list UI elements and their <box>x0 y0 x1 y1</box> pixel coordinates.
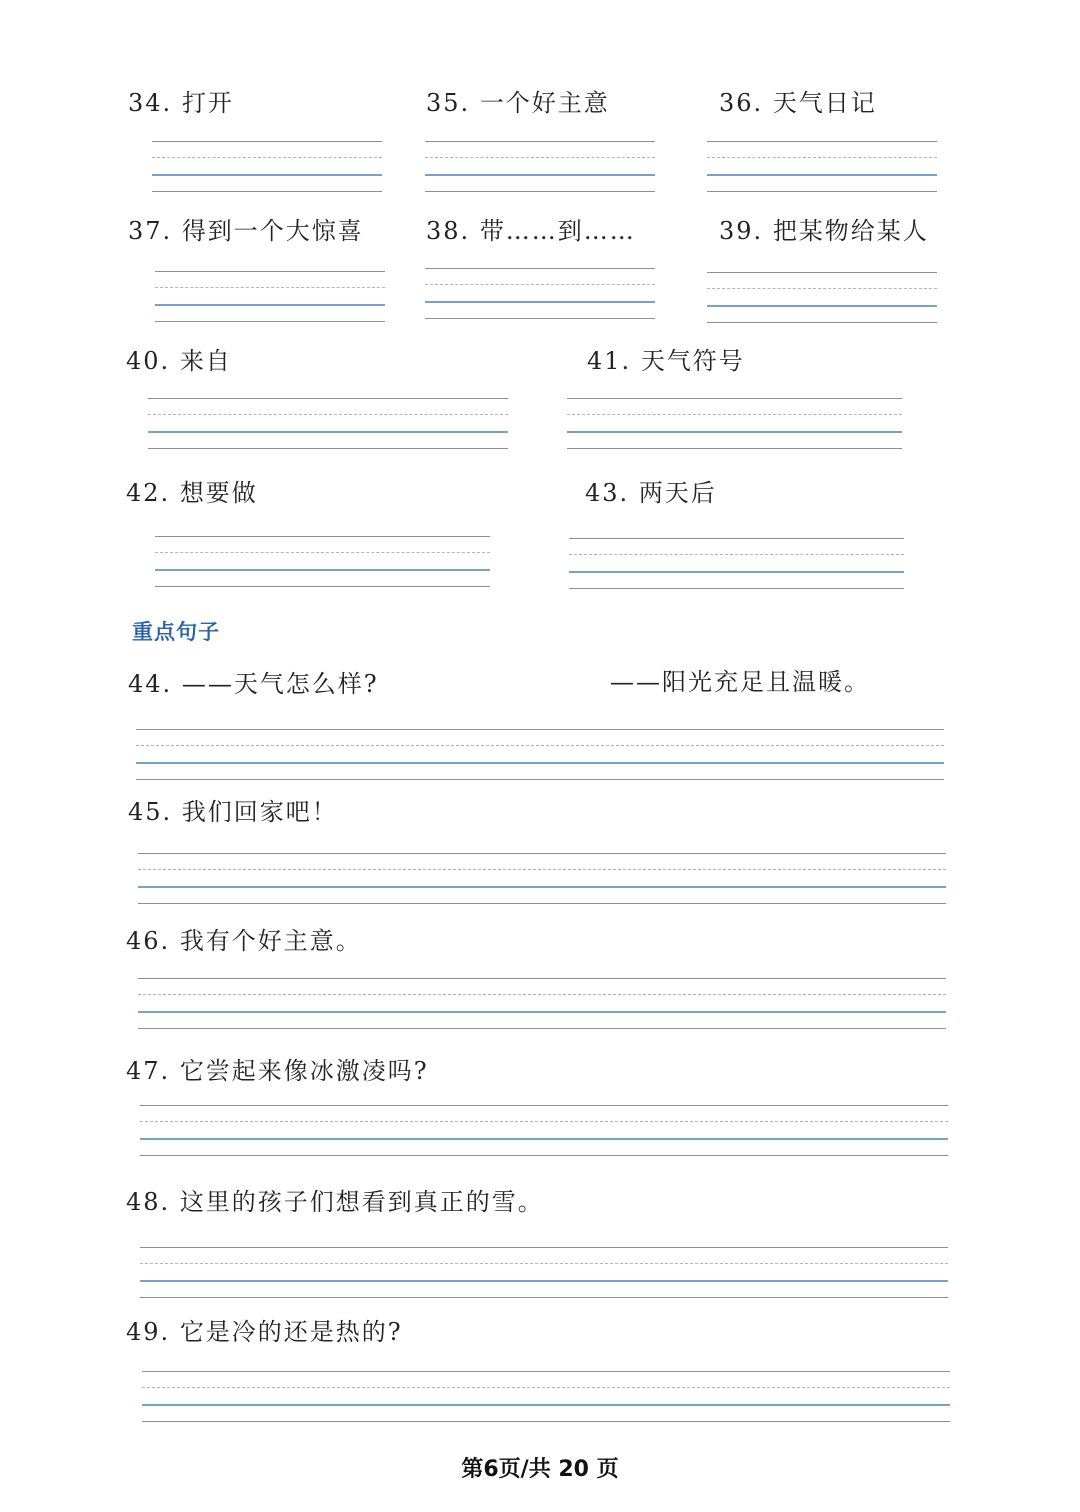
item-text: 带……到…… <box>479 217 636 245</box>
item-number: 36. <box>719 89 764 117</box>
vocab-item-41 <box>587 341 745 376</box>
item-text: 两天后 <box>638 479 717 507</box>
item-number: 34. <box>128 89 173 117</box>
item-text: 这里的孩子们想看到真正的雪。 <box>179 1188 544 1216</box>
item-text: 来自 <box>179 347 232 375</box>
item-number: 40. <box>126 347 171 375</box>
sentence-item-44-answer: ——阳光充足且温暖。 <box>610 668 870 696</box>
vocab-item-39 <box>719 211 929 246</box>
item-text: 天气日记 <box>772 89 877 117</box>
item-text: 把某物给某人 <box>772 217 929 245</box>
item-number: 45. <box>128 798 173 826</box>
item-number: 47. <box>126 1057 171 1085</box>
writing-lines-34[interactable] <box>152 141 382 193</box>
item-text: 我们回家吧！ <box>181 798 338 826</box>
item-number: 48. <box>126 1188 171 1216</box>
item-text: 打开 <box>181 89 234 117</box>
sentence-item-45 <box>128 792 338 827</box>
writing-lines-43[interactable] <box>569 538 904 590</box>
vocab-item-35 <box>426 83 610 118</box>
writing-lines-41[interactable] <box>567 398 902 450</box>
sentence-item-48 <box>126 1182 544 1217</box>
writing-lines-44[interactable] <box>136 729 944 781</box>
item-text: 我有个好主意。 <box>179 927 362 955</box>
item-number: 37. <box>128 217 173 245</box>
writing-lines-47[interactable] <box>140 1105 948 1157</box>
vocab-item-37 <box>128 211 364 246</box>
writing-lines-35[interactable] <box>425 141 655 193</box>
writing-lines-49[interactable] <box>142 1371 950 1423</box>
item-text: 天气符号 <box>640 347 745 375</box>
item-number: 38. <box>426 217 471 245</box>
vocab-item-40 <box>126 341 232 376</box>
writing-lines-37[interactable] <box>155 271 385 323</box>
item-number: 44. <box>128 670 173 698</box>
writing-lines-46[interactable] <box>138 978 946 1030</box>
writing-lines-48[interactable] <box>140 1247 948 1299</box>
item-number: 41. <box>587 347 632 375</box>
item-number: 42. <box>126 479 171 507</box>
section-heading-key-sentences: 重点句子 <box>132 620 220 644</box>
sentence-item-44 <box>128 664 379 699</box>
writing-lines-40[interactable] <box>148 398 508 450</box>
writing-lines-39[interactable] <box>707 272 937 324</box>
vocab-item-43 <box>585 473 717 508</box>
item-text: 想要做 <box>179 479 258 507</box>
sentence-item-47 <box>126 1051 429 1086</box>
item-text: 一个好主意 <box>479 89 610 117</box>
vocab-item-42 <box>126 473 258 508</box>
sentence-item-49 <box>126 1312 403 1347</box>
sentence-item-46 <box>126 921 362 956</box>
vocab-item-36 <box>719 83 877 118</box>
vocab-item-34 <box>128 83 234 118</box>
writing-lines-38[interactable] <box>425 268 655 320</box>
item-text: 它是冷的还是热的? <box>179 1318 403 1346</box>
item-text: 得到一个大惊喜 <box>181 217 364 245</box>
item-number: 39. <box>719 217 764 245</box>
page-number: 第6页/共 20 页 <box>461 1457 619 1482</box>
item-number: 43. <box>585 479 630 507</box>
item-number: 49. <box>126 1318 171 1346</box>
vocab-item-38 <box>426 211 636 246</box>
writing-lines-42[interactable] <box>155 536 490 588</box>
item-number: 35. <box>426 89 471 117</box>
item-number: 46. <box>126 927 171 955</box>
item-text: 它尝起来像冰激凌吗? <box>179 1057 429 1085</box>
writing-lines-45[interactable] <box>138 853 946 905</box>
writing-lines-36[interactable] <box>707 141 937 193</box>
item-text: ——天气怎么样? <box>181 670 379 698</box>
